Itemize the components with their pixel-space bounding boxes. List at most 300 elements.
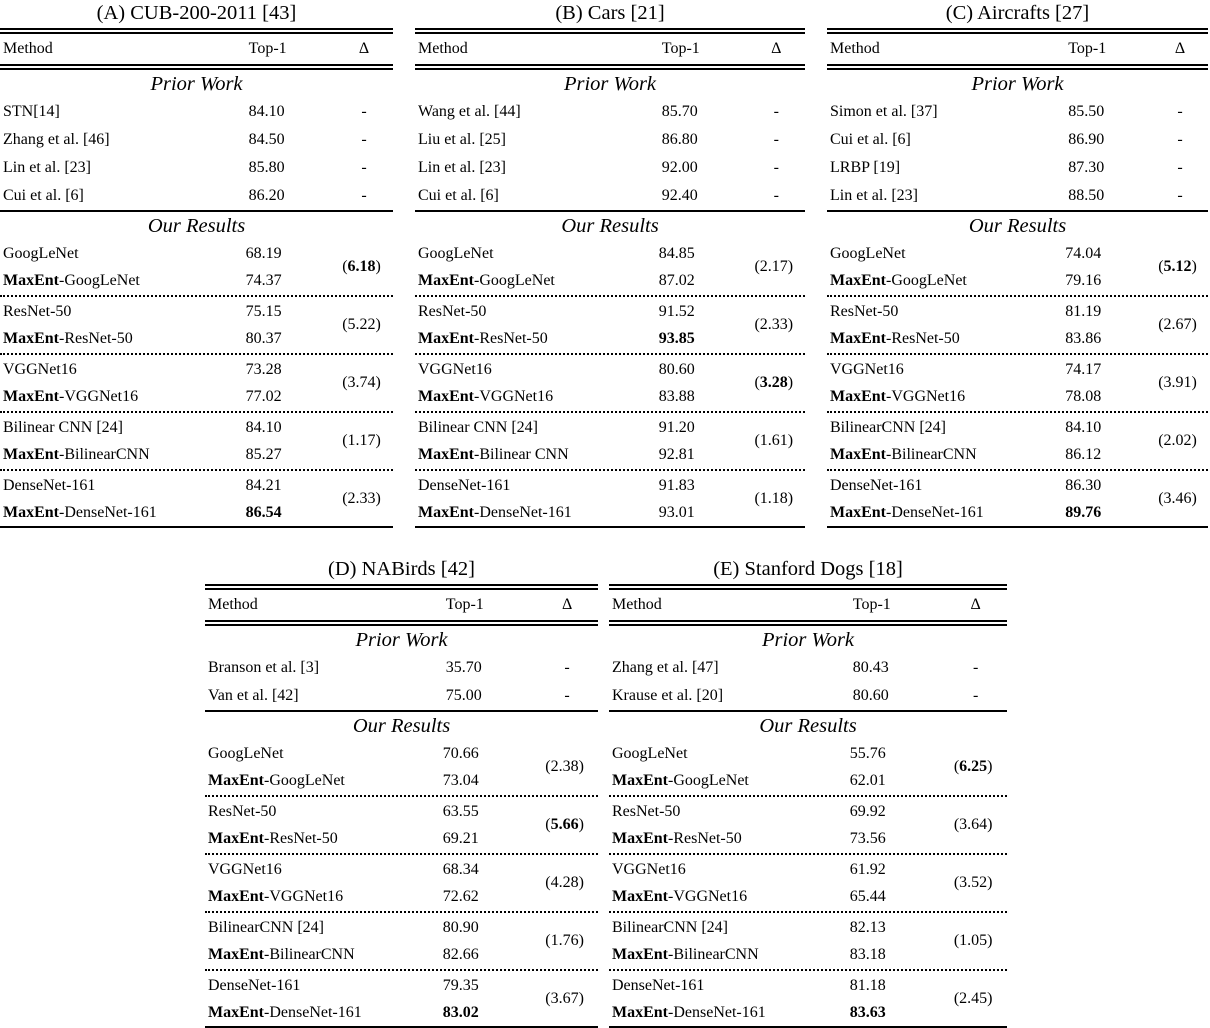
table-row [415,126,805,154]
cell-method-group [827,240,1063,294]
cell-top1-baseline: 91.83 [658,477,695,494]
cell-top1-baseline: 84.10 [245,419,282,436]
cell-top1: 85.50 [1068,103,1105,120]
row-group-divider [205,795,598,797]
maxent-suffix: -Bilinear CNN [474,446,569,463]
cell-top1-maxent: 72.62 [442,888,479,905]
cell-top1-maxent: 65.44 [849,888,886,905]
table-row-group [415,298,805,352]
cell-top1-group [244,240,330,294]
column-header-top1: Top-1 [248,40,287,57]
cell-top1-maxent: 62.01 [849,772,886,789]
cell-method-baseline: Bilinear CNN [24] [3,419,123,436]
table-caption-b: (B) Cars [21] [555,2,665,24]
cell-top1-group [1063,298,1147,352]
maxent-prefix: MaxEnt [830,272,886,289]
column-header-method: Method [830,40,880,57]
cell-method-baseline: ResNet-50 [208,803,277,820]
cell-method-baseline: GoogLeNet [208,745,284,762]
table-block-c [827,0,1208,528]
cell-top1-maxent: 73.56 [849,830,886,847]
cell-method-baseline: VGGNet16 [208,861,282,878]
maxent-suffix: -BilinearCNN [886,446,977,463]
maxent-suffix: -DenseNet-161 [59,504,157,521]
row-group-divider [827,469,1208,471]
maxent-prefix: MaxEnt [612,946,668,963]
prior-body-a [0,98,393,210]
cell-method-maxent [827,441,1063,468]
cell-method-maxent [205,767,441,794]
row-group-divider [415,295,805,297]
cell-method-group [415,414,657,468]
table-row-group [415,414,805,468]
cell-delta: (2.67) [1158,316,1197,333]
section-header-our-results: Our Results [147,215,246,237]
cell-method-baseline: VGGNet16 [3,361,77,378]
cell-top1: 80.60 [852,687,889,704]
cell-delta: (2.17) [754,258,794,275]
table-row [415,98,805,126]
column-header-method: Method [3,40,53,57]
maxent-prefix: MaxEnt [418,504,474,521]
cell-method-group [0,298,244,352]
cell-method: Zhang et al. [47] [612,659,719,676]
cell-method-group [415,356,657,410]
ours-body-c [827,240,1208,526]
cell-delta: (1.76) [545,932,584,949]
cell-top1-maxent: 80.37 [245,330,282,347]
table-caption-a: (A) CUB-200-2011 [43] [96,2,297,24]
cell-method-group [205,798,441,852]
maxent-suffix: -DenseNet-161 [668,1004,766,1021]
table-row [827,154,1208,182]
cell-delta: - [1177,187,1183,204]
column-header-delta: Δ [358,40,370,57]
cell-delta: (2.33) [342,490,381,507]
cell-top1-maxent: 74.37 [245,272,282,289]
cell-top1-baseline: 63.55 [442,803,479,820]
cell-method: Simon et al. [37] [830,103,938,120]
maxent-prefix: MaxEnt [418,446,474,463]
cell-method-baseline: GoogLeNet [612,745,688,762]
delta-open-paren: ( [1158,258,1164,275]
cell-delta: - [1177,103,1183,120]
section-header-prior-work: Prior Work [563,73,657,95]
delta-value: 6.25 [959,758,988,775]
cell-method-baseline: DenseNet-161 [418,477,511,494]
cell-top1-maxent: 86.12 [1065,446,1102,463]
cell-method-baseline: VGGNet16 [830,361,904,378]
cell-top1-group [848,798,940,852]
ours-body-e [609,740,1007,1026]
tables-row-bottom [205,556,1010,1028]
section-header-our-results: Our Results [759,715,857,737]
table-bottom-rule-b [415,526,805,528]
cell-delta: - [1177,131,1183,148]
cell-delta [743,356,805,410]
table-row [205,682,598,710]
maxent-suffix: -VGGNet16 [886,388,966,405]
cell-method-maxent [609,883,848,910]
maxent-prefix: MaxEnt [830,330,886,347]
cell-top1-group [441,972,531,1026]
delta-value: 6.18 [347,258,376,275]
cell-method-group [827,414,1063,468]
row-group-divider [205,969,598,971]
cell-top1: 92.00 [661,159,698,176]
cell-top1: 35.70 [445,659,482,676]
delta-open-paren: ( [545,816,551,833]
cell-delta: (2.02) [1158,432,1197,449]
cell-method-maxent [415,325,657,352]
table-row-group [609,972,1007,1026]
delta-value: 5.12 [1163,258,1192,275]
cell-method-maxent [609,825,848,852]
table-row-group [205,972,598,1026]
cell-top1-maxent: 78.08 [1065,388,1102,405]
column-header-top1: Top-1 [445,596,484,613]
table-row-group [827,414,1208,468]
cell-method-maxent [205,883,441,910]
cell-delta: - [973,687,979,704]
cell-top1-baseline: 79.35 [442,977,479,994]
table-header-row-e [609,590,1007,620]
cell-method-baseline: BilinearCNN [24] [208,919,324,936]
table-block-e [609,556,1007,1028]
cell-method-group [0,414,244,468]
cell-method-group [205,914,441,968]
table-row-group [0,356,393,410]
cell-top1-maxent: 83.63 [849,1004,886,1021]
table-row [0,126,393,154]
table-row [205,654,598,682]
cell-delta: - [973,659,979,676]
cell-top1-baseline: 69.92 [849,803,886,820]
delta-close-paren: ) [375,258,381,275]
cell-delta: (3.52) [953,874,993,891]
cell-delta: (2.45) [953,990,993,1007]
cell-method: Van et al. [42] [208,687,299,704]
cell-delta: (3.64) [953,816,993,833]
row-group-divider [609,911,1007,913]
row-group-divider [415,411,805,413]
table-block-b [415,0,805,528]
cell-method-baseline: VGGNet16 [612,861,686,878]
row-group-divider [0,353,393,355]
table-row [0,98,393,126]
cell-delta [1147,240,1208,294]
cell-top1-baseline: 91.20 [658,419,695,436]
cell-method-baseline: ResNet-50 [830,303,899,320]
section-header-prior-work: Prior Work [971,73,1064,95]
row-group-divider [827,295,1208,297]
section-header-prior-work: Prior Work [761,629,855,651]
cell-method: Cui et al. [6] [418,187,499,204]
cell-top1-baseline: 80.90 [442,919,479,936]
cell-delta: - [773,187,779,204]
cell-top1: 86.20 [248,187,285,204]
cell-method-baseline: GoogLeNet [418,245,494,262]
maxent-prefix: MaxEnt [208,888,264,905]
cell-method-group [609,972,848,1026]
cell-top1: 88.50 [1068,187,1105,204]
cell-top1-group [1063,356,1147,410]
maxent-prefix: MaxEnt [3,330,59,347]
cell-method-maxent [827,267,1063,294]
cell-method-maxent [0,383,244,410]
cell-top1-group [657,298,743,352]
table-row [0,182,393,210]
cell-top1-group [441,798,531,852]
maxent-prefix: MaxEnt [3,446,59,463]
table-row-group [609,798,1007,852]
delta-close-paren: ) [578,816,584,833]
cell-top1-maxent: 83.02 [442,1004,479,1021]
cell-delta: - [773,131,779,148]
cell-method-group [0,240,244,294]
column-header-method: Method [418,40,468,57]
cell-method-maxent [205,825,441,852]
cell-delta: - [564,659,570,676]
cell-top1-maxent: 93.85 [658,330,695,347]
maxent-prefix: MaxEnt [830,388,886,405]
table-row-group [415,472,805,526]
maxent-suffix: -BilinearCNN [264,946,355,963]
cell-method-group [827,298,1063,352]
table-bottom-rule-c [827,526,1208,528]
maxent-suffix: -GoogLeNet [668,772,749,789]
cell-delta: (3.91) [1158,374,1197,391]
cell-top1: 85.80 [248,159,285,176]
table-row-group [827,298,1208,352]
cell-top1: 85.70 [661,103,698,120]
ours-body-d [205,740,598,1026]
cell-top1-group [848,972,940,1026]
cell-top1-maxent: 93.01 [658,504,695,521]
cell-method-maxent [0,267,244,294]
cell-delta: - [361,103,367,120]
row-group-divider [609,853,1007,855]
delta-value: 5.66 [550,816,579,833]
table-row-group [0,298,393,352]
cell-method-maxent [827,383,1063,410]
cell-method-group [609,914,848,968]
cell-delta: - [773,103,779,120]
table-row [827,126,1208,154]
delta-close-paren: ) [987,758,993,775]
cell-top1-baseline: 74.04 [1065,245,1102,262]
column-header-delta: Δ [1174,40,1186,57]
cell-delta: (5.22) [342,316,381,333]
table-row-group [205,798,598,852]
row-group-divider [0,411,393,413]
delta-open-paren: ( [754,374,760,391]
maxent-suffix: -VGGNet16 [668,888,748,905]
cell-delta: (3.67) [545,990,584,1007]
cell-delta: - [564,687,570,704]
table-row-group [415,356,805,410]
cell-top1-group [848,740,940,794]
cell-method-group [609,856,848,910]
cell-delta: (1.18) [754,490,794,507]
cell-method-baseline: DenseNet-161 [208,977,301,994]
cell-top1: 80.43 [852,659,889,676]
cell-method-maxent [415,383,657,410]
cell-top1-maxent: 82.66 [442,946,479,963]
column-header-method: Method [208,596,258,613]
column-header-delta: Δ [561,596,573,613]
row-group-divider [609,795,1007,797]
table-header-row-a [0,34,393,64]
maxent-suffix: -ResNet-50 [59,330,133,347]
maxent-suffix: -BilinearCNN [668,946,759,963]
cell-top1-baseline: 70.66 [442,745,479,762]
cell-method-maxent [609,941,848,968]
cell-method-baseline: GoogLeNet [830,245,906,262]
column-header-delta: Δ [970,596,981,613]
cell-delta: - [1177,159,1183,176]
prior-body-d [205,654,598,710]
cell-method-maxent [609,767,848,794]
cell-method: Krause et al. [20] [612,687,724,704]
cell-top1-group [441,856,531,910]
table-block-d [205,556,598,1028]
table-row-group [609,740,1007,794]
cell-top1-baseline: 73.28 [245,361,282,378]
cell-top1-maxent: 79.16 [1065,272,1102,289]
cell-top1-group [441,740,531,794]
cell-top1-baseline: 61.92 [849,861,886,878]
cell-method: Liu et al. [25] [418,131,506,148]
cell-method: Lin et al. [23] [830,187,918,204]
cell-top1: 86.90 [1068,131,1105,148]
cell-method-maxent [0,325,244,352]
cell-top1-baseline: 68.34 [442,861,479,878]
cell-method-baseline: ResNet-50 [418,303,487,320]
cell-delta [531,798,598,852]
cell-top1: 86.80 [661,131,698,148]
table-row-group [415,240,805,294]
ours-body-b [415,240,805,526]
cell-top1-maxent: 83.18 [849,946,886,963]
cell-delta: (1.05) [953,932,993,949]
table-header-row-b [415,34,805,64]
prior-body-c [827,98,1208,210]
cell-method-baseline: BilinearCNN [24] [830,419,946,436]
cell-delta [939,740,1007,794]
delta-close-paren: ) [1191,258,1197,275]
cell-top1-baseline: 55.76 [849,745,886,762]
table-bottom-rule-a [0,526,393,528]
cell-method-baseline: BilinearCNN [24] [612,919,728,936]
cell-top1: 75.00 [445,687,482,704]
cell-method-maxent [609,999,848,1026]
cell-top1: 87.30 [1068,159,1105,176]
cell-method-baseline: DenseNet-161 [612,977,705,994]
table-row-group [205,914,598,968]
column-header-top1: Top-1 [661,40,700,57]
maxent-suffix: -VGGNet16 [474,388,554,405]
maxent-suffix: -DenseNet-161 [264,1004,362,1021]
table-row [609,654,1007,682]
maxent-suffix: -ResNet-50 [474,330,548,347]
maxent-prefix: MaxEnt [612,772,668,789]
cell-method-group [827,356,1063,410]
cell-delta: (1.61) [754,432,794,449]
cell-method-group [415,472,657,526]
cell-top1-baseline: 91.52 [658,303,695,320]
cell-method-maxent [205,941,441,968]
cell-method: Branson et al. [3] [208,659,320,676]
cell-top1-group [441,914,531,968]
cell-method-group [205,856,441,910]
cell-method-group [205,972,441,1026]
section-header-our-results: Our Results [968,215,1067,237]
section-header-prior-work: Prior Work [150,73,243,95]
cell-method-maxent [415,499,657,526]
delta-open-paren: ( [342,258,348,275]
row-group-divider [415,469,805,471]
cell-top1-maxent: 85.27 [245,446,282,463]
cell-top1-group [244,414,330,468]
cell-method-group [609,798,848,852]
cell-method-maxent [205,999,441,1026]
cell-top1-group [657,240,743,294]
column-header-method: Method [612,596,662,613]
maxent-suffix: -BilinearCNN [59,446,150,463]
cell-top1-maxent: 83.88 [658,388,695,405]
maxent-suffix: -ResNet-50 [668,830,742,847]
delta-close-paren: ) [787,374,794,391]
cell-top1-baseline: 74.17 [1065,361,1102,378]
delta-open-paren: ( [953,758,960,775]
table-row [609,682,1007,710]
maxent-suffix: -GoogLeNet [886,272,967,289]
table-row-group [0,472,393,526]
cell-method-group [415,298,657,352]
maxent-prefix: MaxEnt [830,504,886,521]
cell-method-baseline: ResNet-50 [612,803,681,820]
maxent-prefix: MaxEnt [612,830,668,847]
cell-delta: (1.17) [342,432,381,449]
cell-top1-group [848,856,940,910]
table-row-group [827,472,1208,526]
table-caption-e: (E) Stanford Dogs [18] [713,558,903,580]
cell-top1-baseline: 75.15 [245,303,282,320]
row-group-divider [609,969,1007,971]
cell-top1: 84.10 [248,103,285,120]
column-header-delta: Δ [771,40,782,57]
cell-method-baseline: VGGNet16 [418,361,492,378]
cell-method: Lin et al. [23] [3,159,91,176]
cell-top1-baseline: 81.18 [849,977,886,994]
section-header-our-results: Our Results [352,715,451,737]
table-caption-c: (C) Aircrafts [27] [945,2,1090,24]
cell-top1-group [244,356,330,410]
cell-method-maxent [415,441,657,468]
cell-method: Cui et al. [6] [3,187,84,204]
cell-method-group [827,472,1063,526]
cell-top1-group [657,356,743,410]
cell-method-group [609,740,848,794]
delta-value: 3.28 [759,374,788,391]
row-group-divider [415,353,805,355]
row-group-divider [827,353,1208,355]
table-row [415,182,805,210]
cell-top1-maxent: 83.86 [1065,330,1102,347]
maxent-prefix: MaxEnt [208,772,264,789]
cell-method: LRBP [19] [830,159,901,176]
